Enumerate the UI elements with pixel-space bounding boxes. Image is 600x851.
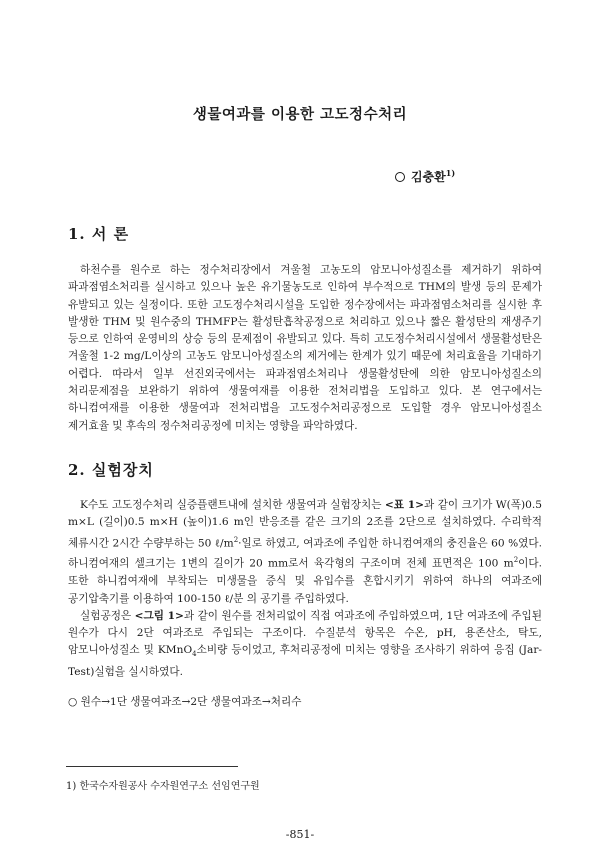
text-run: 이다. 또한 하니컴여재에 부착되는 미생물을 증식 및 유입수를 혼합시키기 위하여 하나의 여과조에 공기압축기를 이용하여 100-150 ℓ/분 의 공기를 주입하였다.: [68, 557, 542, 605]
author-footnote-mark: 1): [445, 168, 456, 178]
text-run: 과 같이 크기가 W(폭)0.5 m×L (길이)0.5 m×H (높이)1.6 m인 반응조를 같은 크기의 2조를 2단으로 설치하였다. 수리학적 체류시간 2시간 수량부하는 50 ℓ/m: [68, 499, 542, 550]
footnote-divider: [66, 766, 238, 767]
superscript: 2: [513, 556, 519, 565]
process-flow-line: ○ 원수→1단 생물여과조→2단 생물여과조→처리수: [68, 696, 302, 708]
author-name: 김충환: [411, 170, 446, 184]
apparatus-paragraph-1: [68, 497, 542, 608]
text-run: 소비량 등이었고, 후처리공정에 미치는 영향을 조사하기 위하여 응집 (Jar-Test)실험을 실시하였다.: [68, 644, 542, 678]
text-run: 과 같이 원수를 전처리없이 직접 여과조에 주입하였으며, 1단 여과조에 주입된 원수가 다시 2단 여과조로 주입되는 구조이다. 수질분석 항목은 수온, pH, 용존산소, 탁도, 암모니아성질소 및 KMnO: [68, 609, 542, 657]
superscript: 2: [233, 535, 239, 544]
author-line: [395, 168, 455, 185]
text-run: K수도 고도정수처리 실증플랜트내에 설치한 생물여과 실험장치는: [80, 499, 385, 511]
section-heading-introduction: 1. 서 론: [68, 225, 130, 243]
apparatus-paragraph-2: [68, 608, 542, 681]
footnote: 1) 한국수자원공사 수자원연구소 선임연구원: [66, 781, 260, 792]
apparatus-body: [68, 497, 542, 681]
introduction-body: [68, 262, 542, 435]
figure-ref: <그림 1>: [134, 609, 184, 622]
text-run: 실험공정은: [80, 609, 135, 622]
paper-title: 생물여과를 이용한 고도정수처리: [192, 106, 408, 123]
page-number: -851-: [285, 828, 315, 841]
section-heading-apparatus: 2. 실험장치: [68, 461, 154, 479]
subscript: 4: [192, 650, 197, 659]
table-ref: <표 1>: [384, 499, 425, 511]
circle-bullet-icon: [395, 172, 405, 182]
introduction-paragraph: 하천수를 원수로 하는 정수처리장에서 겨울철 고농도의 암모니아성질소를 제거하기 위하여 파과점염소처리를 실시하고 있으나 높은 유기물농도로 인하여 부수적으로 THM의 발생 등의 문제가 유발되고 있는 실정이다. 또한 고도정수처리시설을 도입한 정수장에서는 파과점염소처리를 실시한 후 발생한 THM 및 원수중의 THMFP는 활성탄흡착공정으로 처리하고 있으나 짧은 활성탄의 재생주기 등으로 인하여 운영비의 상승 등의 문제점이 유발되고 있다. 특히 고도정수처리시설에서 생물활성탄은 겨울철 1-2 mg/L이상의 고농도 암모니아성질소의 제거에는 한계가 있기 때문에 처리효율을 기대하기 어렵다. 따라서 일부 선진외국에서는 파과점염소처리나 생물활성탄에 의한 암모니아성질소의 처리문제점을 보완하기 위하여 생물여재를 이용한 전처리법을 도입하고 있다. 본 연구에서는 하니컴여재를 이용한 생물여과 전처리법을 고도정수처리공정으로 도입할 경우 암모니아성질소 제거효율 및 후속의 정수처리공정에 미치는 영향을 파악하였다.: [68, 264, 542, 432]
text-run: ·일로 하였고, 여과조에 주입한 하니컴여재의 충진율은 60 %였다. 하니컴여재의 셀크기는 1변의 길이가 20 mm로서 육각형의 구조이며 전체 표면적은 100 m: [68, 537, 543, 570]
